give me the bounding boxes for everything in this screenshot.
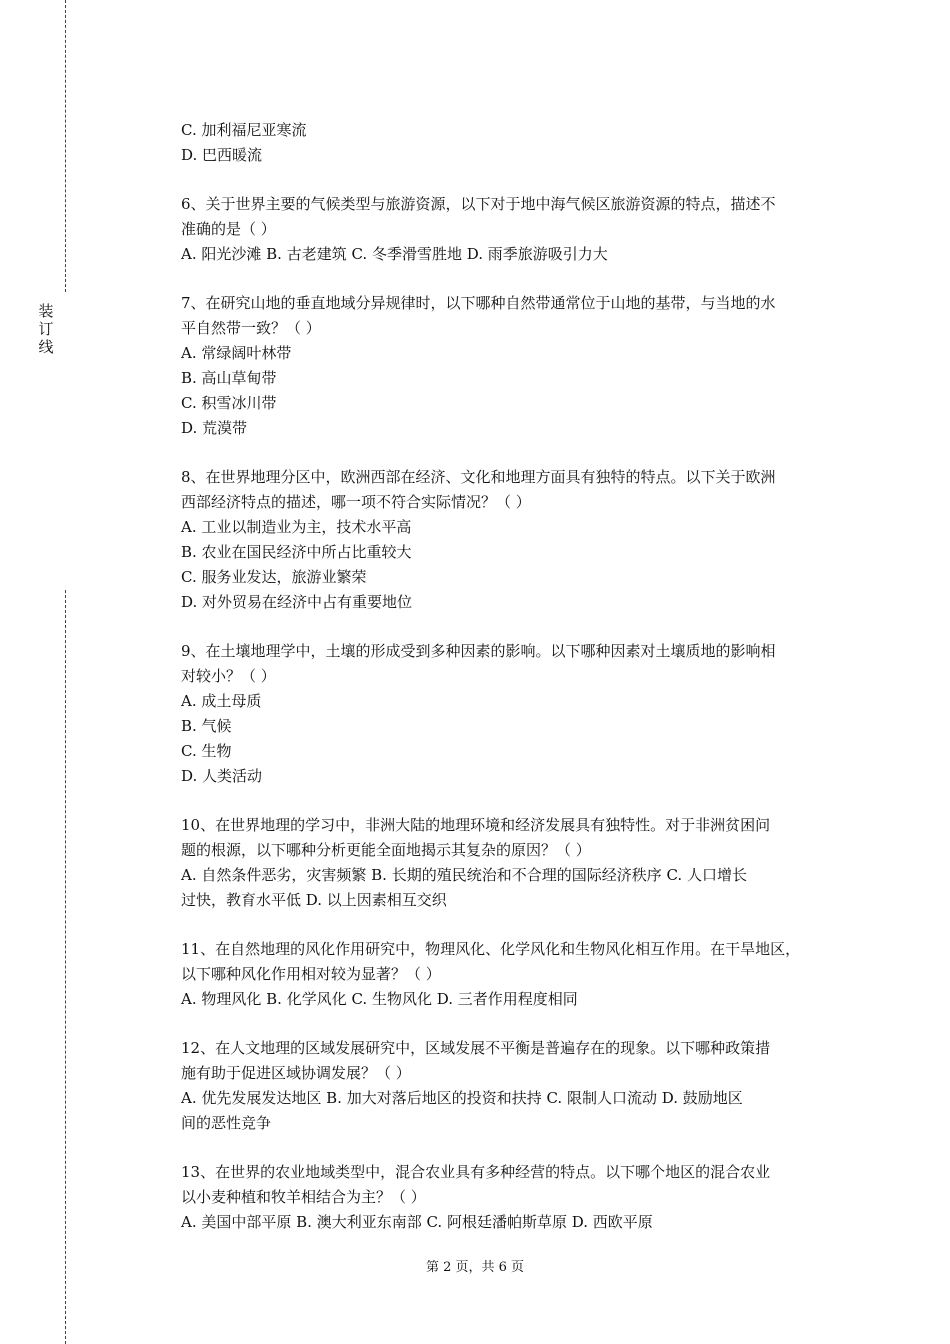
- binding-char: 线: [38, 338, 54, 356]
- question-stem-line: 9、在土壤地理学中，土壤的形成受到多种因素的影响。以下哪种因素对土壤质地的影响相: [181, 642, 776, 660]
- option-line: A. 阳光沙滩 B. 古老建筑 C. 冬季滑雪胜地 D. 雨季旅游吸引力大: [181, 245, 608, 263]
- option-line: A. 自然条件恶劣，灾害频繁 B. 长期的殖民统治和不合理的国际经济秩序 C. 人口增长: [181, 866, 747, 884]
- option-line: D. 巴西暖流: [181, 146, 263, 164]
- option-line: C. 生物: [181, 742, 232, 760]
- option-line: A. 物理风化 B. 化学风化 C. 生物风化 D. 三者作用程度相同: [181, 990, 578, 1008]
- option-line: A. 优先发展发达地区 B. 加大对落后地区的投资和扶持 C. 限制人口流动 D. 鼓励地区: [181, 1089, 743, 1107]
- option-line: 间的恶性竞争: [181, 1114, 272, 1132]
- question-10: [181, 813, 851, 913]
- binding-line-top: [65, 0, 66, 292]
- option-line: D. 荒漠带: [181, 419, 248, 437]
- question-stem-line: 平自然带一致？（ ）: [181, 319, 321, 337]
- question-12: [181, 1036, 851, 1136]
- question-9: [181, 639, 851, 789]
- question-stem-line: 11、在自然地理的风化作用研究中，物理风化、化学风化和生物风化相互作用。在干旱地区，: [181, 940, 801, 958]
- option-line: C. 积雪冰川带: [181, 394, 277, 412]
- option-line: D. 对外贸易在经济中占有重要地位: [181, 593, 413, 611]
- option-line: D. 人类活动: [181, 767, 263, 785]
- option-line: A. 美国中部平原 B. 澳大利亚东南部 C. 阿根廷潘帕斯草原 D. 西欧平原: [181, 1213, 653, 1231]
- question-stem-line: 准确的是（ ）: [181, 220, 276, 238]
- question-stem-line: 西部经济特点的描述，哪一项不符合实际情况？（ ）: [181, 493, 531, 511]
- question-11: [181, 937, 851, 1012]
- option-line: C. 加利福尼亚寒流: [181, 121, 307, 139]
- option-line: A. 常绿阔叶林带: [181, 344, 292, 362]
- question-stem-line: 对较小？（ ）: [181, 667, 276, 685]
- question-stem-line: 12、在人文地理的区域发展研究中，区域发展不平衡是普遍存在的现象。以下哪种政策措: [181, 1039, 771, 1057]
- question-stem-line: 7、在研究山地的垂直地域分异规律时，以下哪种自然带通常位于山地的基带，与当地的水: [181, 294, 776, 312]
- option-line: A. 成土母质: [181, 692, 262, 710]
- question-6: [181, 192, 851, 267]
- page-footer: 第 2 页，共 6 页: [425, 1260, 525, 1275]
- question-stem-line: 13、在世界的农业地域类型中，混合农业具有多种经营的特点。以下哪个地区的混合农业: [181, 1163, 771, 1181]
- option-line: B. 农业在国民经济中所占比重较大: [181, 543, 412, 561]
- question-5-tail: [181, 118, 851, 168]
- question-stem-line: 8、在世界地理分区中，欧洲西部在经济、文化和地理方面具有独特的特点。以下关于欧洲: [181, 468, 776, 486]
- question-stem-line: 10、在世界地理的学习中，非洲大陆的地理环境和经济发展具有独特性。对于非洲贫困问: [181, 816, 771, 834]
- question-13: [181, 1160, 851, 1235]
- option-line: B. 高山草甸带: [181, 369, 277, 387]
- binding-char: 装: [38, 302, 54, 320]
- question-stem-line: 以下哪种风化作用相对较为显著？（ ）: [181, 965, 441, 983]
- option-line: 过快，教育水平低 D. 以上因素相互交织: [181, 891, 447, 909]
- question-stem-line: 6、关于世界主要的气候类型与旅游资源，以下对于地中海气候区旅游资源的特点，描述不: [181, 195, 776, 213]
- binding-char: 订: [38, 320, 54, 338]
- binding-label: [36, 302, 56, 356]
- option-line: C. 服务业发达，旅游业繁荣: [181, 568, 367, 586]
- question-7: [181, 291, 851, 441]
- question-list: [181, 118, 851, 1259]
- option-line: A. 工业以制造业为主，技术水平高: [181, 518, 412, 536]
- question-stem-line: 施有助于促进区域协调发展？（ ）: [181, 1064, 411, 1082]
- question-stem-line: 以小麦种植和牧羊相结合为主？（ ）: [181, 1188, 426, 1206]
- binding-line-bottom: [65, 590, 66, 1344]
- option-line: B. 气候: [181, 717, 232, 735]
- question-8: [181, 465, 851, 615]
- question-stem-line: 题的根源，以下哪种分析更能全面地揭示其复杂的原因？（ ）: [181, 841, 591, 859]
